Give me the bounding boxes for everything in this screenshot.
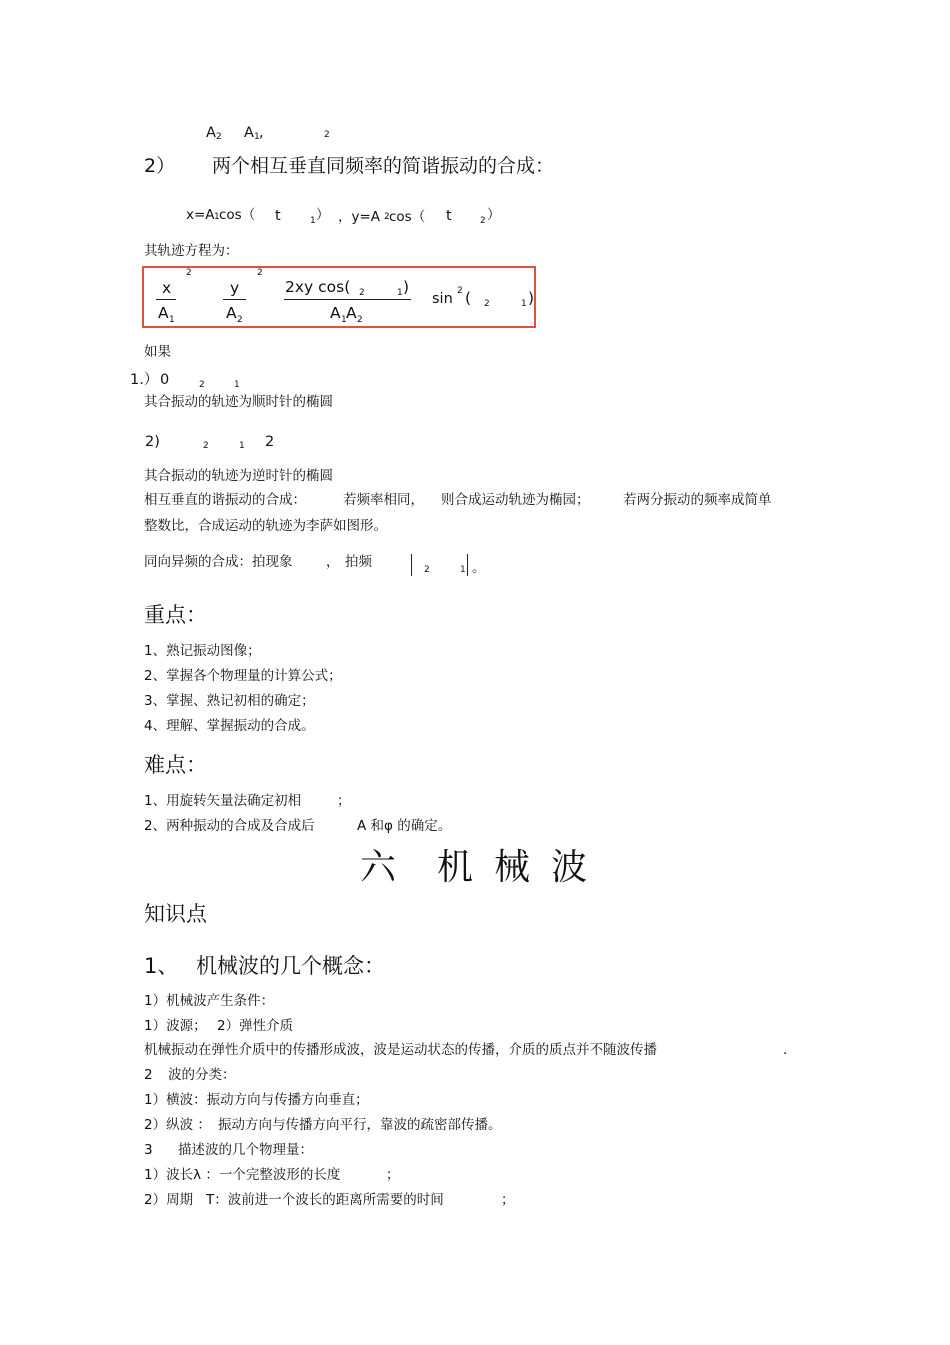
formula-close: ): [403, 278, 410, 296]
case2-phi1: 1: [239, 441, 245, 451]
key-point-item: 2、掌握各个物理量的计算公式；: [144, 668, 342, 684]
x-eq-close: ）: [316, 207, 330, 223]
y-eq: ，y=A: [338, 209, 381, 225]
beat-comma: ，: [326, 554, 340, 570]
formula-x: x: [162, 279, 172, 297]
abs-bar-right: [467, 554, 468, 576]
formula-a1-sub: 1: [169, 315, 175, 325]
denominator-a1-sub: 1: [341, 315, 347, 325]
beat-phi2: 2: [424, 565, 430, 575]
chapter-title-char: 六: [360, 847, 397, 888]
line-wave-condition: 1）机械波产生条件：: [144, 993, 275, 1009]
fraction-bar-cross: [284, 299, 411, 300]
concept-number: 1、: [144, 954, 179, 978]
beat-text-a: 同向异频的合成：拍现象: [144, 554, 293, 570]
perp-text-c: 则合成运动轨迹为椭园；: [441, 492, 590, 508]
y-eq-close: ）: [487, 207, 501, 223]
line-longitudinal-label: 2）纵波 ：: [144, 1117, 211, 1133]
perp-text-a: 相互垂直的谐振动的合成：: [144, 492, 306, 508]
case1-label: 1.）: [130, 372, 159, 388]
section-number: 2）: [144, 155, 176, 177]
line-classification-num: 2: [144, 1067, 153, 1083]
denominator-a1: A: [330, 304, 341, 322]
case2-description: 其合振动的轨迹为逆时针的椭圆: [144, 468, 333, 484]
line-wavelength: 1）波长λ ：一个完整波形的长度: [144, 1167, 341, 1183]
a2-symbol: A: [206, 125, 216, 141]
x-eq-cos: cos（: [219, 207, 256, 223]
y-eq-cos: cos（: [389, 209, 426, 225]
sin-close: ): [528, 289, 535, 307]
chapter-title-char: 机: [437, 847, 474, 888]
line-period-end: ；: [501, 1192, 515, 1208]
a2-subscript: 2: [216, 132, 222, 142]
formula-sin: sin: [432, 291, 453, 307]
formula-a1: A: [158, 304, 169, 322]
case2-phi2: 2: [203, 441, 209, 451]
case2-label: 2): [145, 434, 160, 450]
fraction-bar-x: [156, 299, 176, 300]
chapter-title-char: 械: [494, 847, 531, 888]
line-quantities-num: 3: [144, 1142, 153, 1158]
beat-frequency-label: 拍频: [345, 554, 372, 570]
line-longitudinal-text: 振动方向与传播方向平行，靠波的疏密部传播。: [218, 1117, 502, 1133]
y-eq-sub: 2: [384, 212, 390, 222]
difficulty-item-2-end: A 和φ 的确定。: [357, 818, 452, 834]
fraction-bar-y: [223, 299, 246, 300]
line-quantities: 描述波的几个物理量：: [178, 1142, 313, 1158]
knowledge-heading: 知识点: [144, 902, 207, 926]
sin-open: (: [465, 289, 472, 307]
key-point-item: 3、掌握、熟记初相的确定；: [144, 693, 315, 709]
y-eq-phi: 2: [480, 216, 486, 226]
sin-exponent: 2: [457, 286, 463, 296]
perp-text-d: 若两分振动的频率成简单: [623, 492, 772, 508]
difficulty-item-1: 1、用旋转矢量法确定初相: [144, 793, 302, 809]
formula-phi2: 2: [359, 288, 365, 298]
a1-symbol: A: [244, 125, 254, 141]
difficulty-item-2: 2、两种振动的合成及合成后: [144, 818, 315, 834]
line-elastic-medium: 2）弹性介质: [217, 1018, 294, 1034]
case1-zero: 0: [160, 372, 170, 388]
x-exponent: 2: [186, 268, 192, 278]
line-transverse-wave: 1）横波：振动方向与传播方向垂直；: [144, 1092, 369, 1108]
difficulty-item-1-end: ；: [337, 793, 351, 809]
beat-phi1: 1: [460, 565, 466, 575]
beat-period: 。: [472, 560, 486, 576]
formula-a2-sub: 2: [237, 315, 243, 325]
top-two: 2: [324, 130, 330, 140]
formula-phi1: 1: [397, 288, 403, 298]
section-title: 两个相互垂直同频率的简谐振动的合成：: [212, 155, 555, 177]
if-label: 如果: [144, 344, 171, 360]
case1-phi2: 2: [199, 380, 205, 390]
key-point-item: 1、熟记振动图像；: [144, 643, 261, 659]
line-wave-source: 1）波源；: [144, 1018, 207, 1034]
abs-bar-left: [411, 554, 412, 576]
perp-text-line2: 整数比，合成运动的轨迹为李萨如图形。: [144, 518, 387, 534]
key-point-item: 4、理解、掌握振动的合成。: [144, 718, 315, 734]
denominator-a2-sub: 2: [357, 315, 363, 325]
formula-a2: A: [226, 304, 237, 322]
a1-subscript: 1: [254, 132, 260, 142]
line-wave-definition-end: .: [783, 1042, 788, 1058]
x-eq-t: t: [275, 208, 281, 224]
a1-comma: ,: [259, 125, 264, 141]
sin-phi1: 1: [521, 299, 527, 309]
case2-two: 2: [265, 434, 275, 450]
x-eq-sub: 1: [214, 212, 220, 222]
line-wavelength-end: ；: [386, 1167, 400, 1183]
line-period-label: 2）周期: [144, 1192, 194, 1208]
x-eq: x=A: [186, 207, 215, 223]
concept-heading: 机械波的几个概念：: [196, 954, 385, 978]
trajectory-label: 其轨迹方程为：: [144, 243, 239, 259]
sin-phi2: 2: [484, 299, 490, 309]
chapter-title-char: 波: [551, 847, 588, 888]
y-eq-t: t: [446, 208, 452, 224]
key-points-title: 重点：: [144, 603, 207, 627]
y-exponent: 2: [257, 268, 263, 278]
formula-y: y: [230, 279, 240, 297]
line-wave-definition: 机械振动在弹性介质中的传播形成波，波是运动状态的传播，介质的质点并不随波传播: [144, 1042, 657, 1058]
difficulties-title: 难点：: [144, 753, 207, 777]
line-period-text: T：波前进一个波长的距离所需要的时间: [206, 1192, 444, 1208]
denominator-a2: A: [346, 304, 357, 322]
perp-text-b: 若频率相同，: [343, 492, 424, 508]
formula-numerator: 2xy cos(: [285, 278, 351, 296]
case1-description: 其合振动的轨迹为顺时针的椭圆: [144, 394, 333, 410]
case1-phi1: 1: [234, 380, 240, 390]
x-eq-phi: 1: [310, 216, 316, 226]
line-classification: 波的分类：: [168, 1067, 236, 1083]
